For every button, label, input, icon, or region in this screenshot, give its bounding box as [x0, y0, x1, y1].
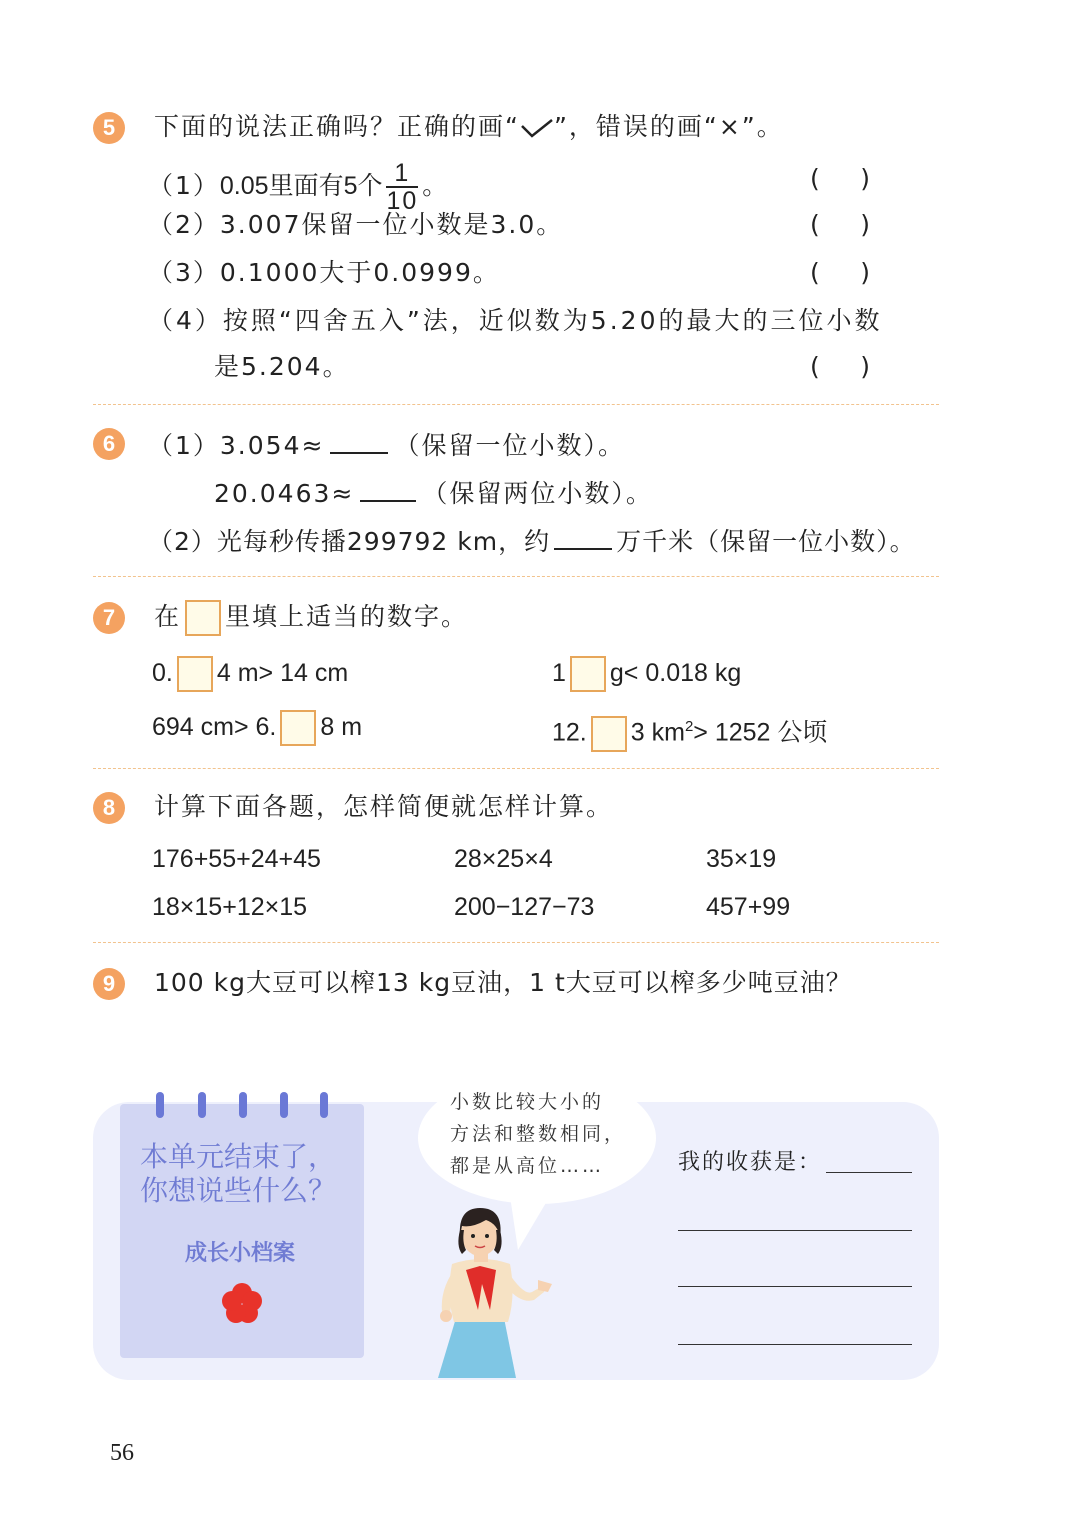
- expr-text: 4 m> 14 cm: [216, 659, 349, 687]
- q9-text: 100 kg大豆可以榨13 kg豆油，1 t大豆可以榨多少吨豆油？: [154, 968, 852, 997]
- fraction: [386, 160, 418, 214]
- prompt-text: 里填上适当的数字。: [225, 602, 469, 631]
- expr-text: 1: [552, 659, 566, 687]
- paren-right: ): [860, 164, 870, 193]
- notebook-title: 你想说些什么？: [140, 1175, 337, 1206]
- notebook-title: 本单元结束了，: [140, 1141, 337, 1172]
- answer-box[interactable]: [177, 656, 213, 692]
- expr-text: 0.: [152, 659, 173, 687]
- fraction-numerator: 1: [386, 160, 418, 188]
- expr-text: 8 m: [320, 713, 363, 741]
- fraction-denominator: 10: [386, 187, 419, 215]
- answer-line[interactable]: [678, 1230, 912, 1231]
- section-divider: [93, 576, 939, 577]
- section-divider: [93, 768, 939, 769]
- answer-line[interactable]: [826, 1172, 912, 1173]
- flower-icon: [220, 1282, 264, 1324]
- item-label: （4）: [148, 306, 223, 335]
- answer-parentheses[interactable]: [810, 256, 870, 290]
- item-label: （3）: [148, 258, 220, 287]
- q6-line-3: [148, 522, 916, 559]
- q8-prompt: 计算下面各题，怎样简便就怎样计算。: [154, 792, 614, 821]
- speech-text: 方法和整数相同，: [450, 1123, 627, 1145]
- item-text: 3.054≈: [219, 431, 325, 460]
- answer-parentheses[interactable]: [810, 208, 870, 242]
- item-label: （2）: [148, 210, 220, 239]
- answer-parentheses[interactable]: [810, 162, 870, 196]
- notebook-ring: [198, 1092, 206, 1118]
- q8-expression: 18×15+12×15: [152, 893, 308, 921]
- answer-blank[interactable]: [554, 522, 612, 550]
- prompt-text: 下面的说法正确吗？正确的画“: [154, 112, 520, 141]
- item-label: （1）: [148, 431, 220, 460]
- answer-parentheses[interactable]: [810, 350, 870, 384]
- item-text: 0.05里面有5个: [219, 172, 383, 200]
- page-number: 56: [110, 1440, 134, 1466]
- paren-left: (: [810, 164, 820, 193]
- q5-item-3: [148, 256, 500, 290]
- item-text: （保留两位小数）。: [422, 479, 653, 508]
- item-text: 。: [422, 171, 450, 200]
- q8-expression: 457+99: [706, 893, 791, 921]
- question-number-badge: 8: [93, 792, 125, 824]
- answer-line[interactable]: [678, 1344, 912, 1345]
- item-text: 按照“四舍五入”法，近似数为5.20的最大的三位小数: [222, 306, 883, 335]
- q7-row1-col2: [552, 656, 741, 692]
- paren-left: (: [810, 210, 820, 239]
- item-label: （2）: [148, 527, 217, 556]
- paren-right: ): [860, 210, 870, 239]
- answer-box: [185, 600, 221, 636]
- notebook-ring: [320, 1092, 328, 1118]
- section-divider: [93, 942, 939, 943]
- expr-text: 694 cm> 6.: [152, 713, 277, 741]
- notebook-subtitle: 成长小档案: [184, 1240, 295, 1265]
- expr-text: 3 km: [630, 718, 685, 747]
- q7-prompt: [154, 600, 468, 636]
- section-divider: [93, 404, 939, 405]
- paren-right: ): [860, 258, 870, 287]
- item-text: 万千米（保留一位小数）。: [616, 527, 916, 556]
- speech-text: 小数比较大小的: [450, 1091, 605, 1113]
- notebook-ring: [239, 1092, 247, 1118]
- q7-row2-col1: [152, 710, 362, 746]
- answer-blank[interactable]: [330, 426, 388, 454]
- q5-item-1: [148, 160, 449, 214]
- q5-item-4-continued: 是5.204。: [214, 352, 350, 381]
- prompt-text: 在: [154, 602, 182, 631]
- answer-line[interactable]: [678, 1286, 912, 1287]
- question-number-badge: 5: [93, 112, 125, 144]
- answer-box[interactable]: [591, 716, 627, 752]
- item-text: 0.1000大于0.0999。: [219, 258, 500, 287]
- answer-blank[interactable]: [360, 474, 416, 502]
- paren-left: (: [810, 352, 820, 381]
- q5-item-4: [148, 304, 882, 338]
- question-5-prompt: [154, 110, 784, 144]
- expr-text: 12.: [552, 718, 587, 747]
- expr-text: g< 0.018 kg: [609, 659, 742, 687]
- q6-line-1: [148, 426, 625, 463]
- question-number-badge: 7: [93, 602, 125, 634]
- item-text: 3.007保留一位小数是3.0。: [219, 210, 564, 239]
- q8-expression: 35×19: [706, 845, 777, 873]
- speech-text: 都是从高位……: [450, 1155, 605, 1177]
- checkmark-icon: [520, 118, 554, 138]
- q6-line-2: [214, 474, 653, 511]
- expr-text: > 1252 公顷: [693, 718, 828, 747]
- q8-expression: 200−127−73: [454, 893, 595, 921]
- item-label: （1）: [148, 171, 220, 200]
- notebook-ring: [280, 1092, 288, 1118]
- q8-expression: 28×25×4: [454, 845, 553, 873]
- paren-left: (: [810, 258, 820, 287]
- q7-row1-col1: [152, 656, 348, 692]
- item-text: 20.0463≈: [214, 479, 355, 508]
- q8-expression: 176+55+24+45: [152, 845, 321, 873]
- notebook-ring: [156, 1092, 164, 1118]
- answer-box[interactable]: [280, 710, 316, 746]
- q7-row2-col2: [552, 710, 827, 752]
- question-number-badge: 9: [93, 968, 125, 1000]
- q5-item-2: [148, 208, 563, 242]
- superscript: 2: [684, 718, 694, 735]
- harvest-label: 我的收获是：: [678, 1150, 823, 1175]
- item-text: （保留一位小数）。: [394, 431, 625, 460]
- paren-right: ): [860, 352, 870, 381]
- question-number-badge: 6: [93, 428, 125, 460]
- prompt-text: ”，错误的画“×”。: [553, 112, 784, 141]
- answer-box[interactable]: [570, 656, 606, 692]
- student-girl-illustration: [420, 1200, 560, 1382]
- item-text: 光每秒传播299792 km，约: [216, 527, 551, 556]
